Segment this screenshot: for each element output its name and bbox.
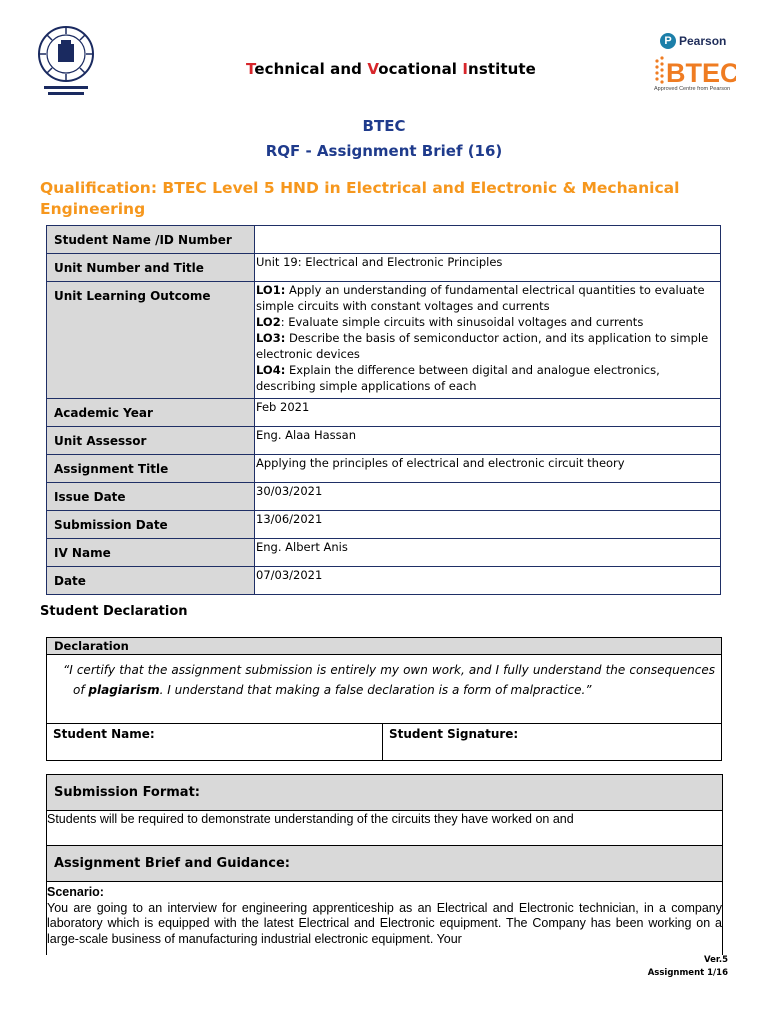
- declaration-text-part1: “I certify that the assignment submission is entirely my own work, and I fully understand the consequences of: [63, 663, 715, 697]
- unit-title-label: Unit Number and Title: [47, 254, 255, 282]
- institute-name: [246, 60, 536, 78]
- declaration-text-plagiarism: plagiarism: [88, 682, 160, 697]
- scenario-label: Scenario:: [47, 885, 104, 899]
- btec-approved-text: Approved Centre from Pearson: [654, 86, 731, 92]
- assignment-title-value: Applying the principles of electrical and electronic circuit theory: [255, 455, 721, 483]
- declaration-text: [63, 661, 715, 700]
- lo3-code: LO3:: [256, 331, 286, 345]
- lo2-code: LO2: [256, 315, 281, 329]
- submission-format-header: Submission Format:: [47, 775, 722, 811]
- doc-title: BTEC: [362, 117, 406, 135]
- institute-word-institute: nstitute: [468, 60, 536, 78]
- table-row: [47, 226, 721, 254]
- lo1-code: LO1:: [256, 283, 286, 297]
- scenario-section: [47, 885, 722, 947]
- lo1-text: Apply an understanding of fundamental electrical quantities to evaluate simple circuits with constant voltages and currents: [256, 283, 705, 313]
- academic-year-label: Academic Year: [47, 399, 255, 427]
- lo2-item: [256, 314, 720, 330]
- student-name-value: [255, 226, 721, 254]
- student-name-label: Student Name /ID Number: [47, 226, 255, 254]
- lo1-item: [256, 282, 720, 314]
- issue-date-label: Issue Date: [47, 483, 255, 511]
- submission-date-label: Submission Date: [47, 511, 255, 539]
- institute-initial-v: V: [367, 60, 379, 78]
- learning-outcome-label: Unit Learning Outcome: [47, 282, 255, 399]
- academic-year-value: Feb 2021: [255, 399, 721, 427]
- pearson-label: Pearson: [679, 34, 727, 48]
- learning-outcome-value: [255, 282, 721, 399]
- table-row: [47, 567, 721, 595]
- table-row: [47, 254, 721, 282]
- lo4-item: [256, 362, 720, 394]
- table-row: [47, 455, 721, 483]
- iv-name-label: IV Name: [47, 539, 255, 567]
- table-row: [47, 539, 721, 567]
- table-row: [47, 427, 721, 455]
- footer-version: Ver.5: [703, 955, 728, 965]
- declaration-box: [46, 637, 722, 761]
- date-value: 07/03/2021: [255, 567, 721, 595]
- unit-assessor-value: Eng. Alaa Hassan: [255, 427, 721, 455]
- iv-name-value: Eng. Albert Anis: [255, 539, 721, 567]
- lo4-code: LO4:: [256, 363, 286, 377]
- lo3-text: Describe the basis of semiconductor action, and its application to simple electronic devices: [256, 331, 709, 361]
- assignment-title-label: Assignment Title: [47, 455, 255, 483]
- pearson-icon: P: [660, 33, 676, 49]
- issue-date-value: 30/03/2021: [255, 483, 721, 511]
- student-signature-field[interactable]: Student Signature:: [389, 727, 519, 741]
- declaration-text-part2: . I understand that making a false declaration is a form of malpractice.”: [159, 682, 592, 697]
- pearson-logo: [660, 33, 726, 49]
- declaration-signature-row: [47, 723, 721, 761]
- brief-title: RQF - Assignment Brief (16): [265, 142, 503, 160]
- table-row: [47, 399, 721, 427]
- student-name-field[interactable]: Student Name:: [47, 724, 383, 761]
- institute-word-technical: echnical and: [254, 60, 368, 78]
- submission-box: [46, 774, 723, 955]
- date-label: Date: [47, 567, 255, 595]
- assignment-info-table: [46, 225, 721, 595]
- table-row: [47, 483, 721, 511]
- scenario-text: You are going to an interview for engineering apprenticeship as an Electrical and Electronic technician, in a company laboratory which is equipped with the latest Electrical and Electronic equipment. The Company has been working on a large-scale business of manufacturing industrial electronic equipment. Your: [47, 900, 722, 946]
- submission-format-text: Students will be required to demonstrate understanding of the circuits they have worked on and: [47, 812, 722, 846]
- student-declaration-heading: Student Declaration: [40, 604, 188, 619]
- lo4-text: Explain the difference between digital and analogue electronics, describing simple applications of each: [256, 363, 660, 393]
- brief-guidance-header: Assignment Brief and Guidance:: [47, 846, 722, 882]
- table-row: [47, 511, 721, 539]
- footer-page-number: Assignment 1/16: [647, 968, 728, 978]
- btec-logo-text: BTEC: [666, 58, 736, 88]
- declaration-header: Declaration: [47, 638, 721, 655]
- submission-date-value: 13/06/2021: [255, 511, 721, 539]
- lo2-text: : Evaluate simple circuits with sinusoidal voltages and currents: [280, 315, 644, 329]
- institute-initial-i: I: [462, 60, 469, 78]
- institute-word-vocational: ocational: [378, 60, 463, 78]
- unit-assessor-label: Unit Assessor: [47, 427, 255, 455]
- qualification-heading: Qualification: BTEC Level 5 HND in Electrical and Electronic & Mechanical Engineering: [40, 179, 680, 218]
- table-row: [47, 282, 721, 399]
- institute-initial-t: T: [246, 60, 255, 78]
- unit-title-value: Unit 19: Electrical and Electronic Principles: [255, 254, 721, 282]
- lo3-item: [256, 330, 720, 362]
- institute-emblem-logo: [34, 24, 98, 100]
